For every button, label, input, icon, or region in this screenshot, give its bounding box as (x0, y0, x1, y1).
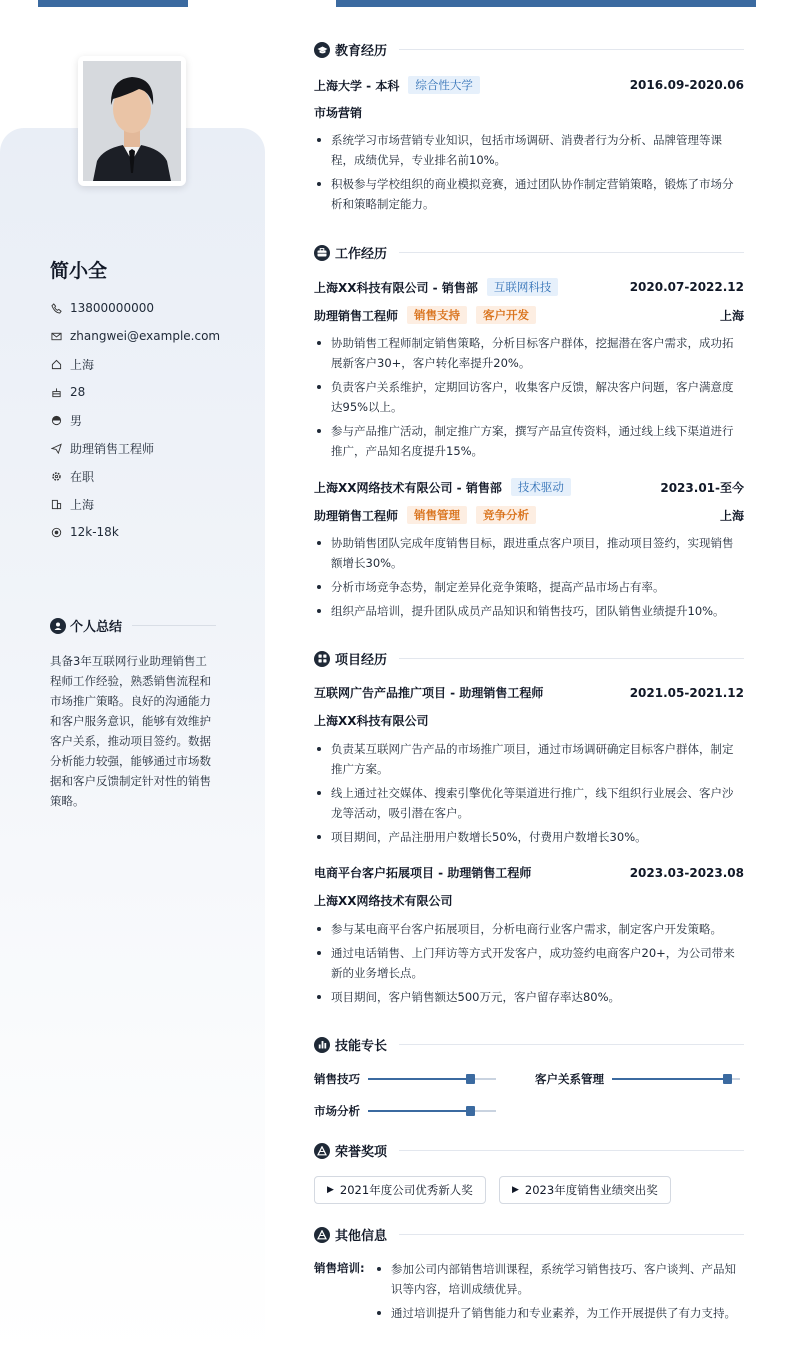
job-1-dates: 2020.07-2022.12 (629, 280, 744, 294)
list-item: 通过电话销售、上门拜访等方式开发客户，成功签约电商客户20+，为公司带来新的业务增长点。 (314, 943, 744, 983)
avatar (78, 56, 186, 186)
skills-divider (399, 1044, 744, 1045)
job-1-city: 上海 (719, 308, 744, 323)
list-item: 负责客户关系维护，定期回访客户，收集客户反馈，解决客户问题，客户满意度达95%以上。 (314, 377, 744, 417)
job-2-industry-tag: 技术驱动 (511, 478, 571, 496)
job-2-bullets (314, 533, 744, 625)
job-1-role-row (314, 306, 744, 324)
job-title-text: 助理销售工程师 (70, 441, 155, 456)
summary-divider (132, 625, 216, 626)
education-major-row (314, 104, 744, 121)
list-item: 参加公司内部销售培训课程，系统学习销售技巧、客户谈判、产品知识等内容，培训成绩优异。 (374, 1259, 744, 1299)
list-item: 负责某互联网广告产品的市场推广项目，通过市场调研确定目标客户群体，制定推广方案。 (314, 739, 744, 779)
list-item: 协助销售团队完成年度销售目标，跟进重点客户项目，推动项目签约，实现销售额增长30%。 (314, 533, 744, 573)
project-2-company-row (314, 892, 744, 909)
list-item: 参与某电商平台客户拓展项目，分析电商行业客户需求，制定客户开发策略。 (314, 919, 744, 939)
send-icon (50, 442, 62, 454)
profile-photo (83, 61, 181, 181)
skill-name: 客户关系管理 (535, 1072, 604, 1086)
cake-icon (50, 386, 62, 398)
job-1-header-row (314, 278, 744, 296)
summary-heading (50, 616, 216, 635)
skill-name: 销售技巧 (314, 1072, 360, 1086)
info-age (50, 378, 220, 406)
education-major: 市场营销 (314, 106, 363, 120)
education-title: 教育经历 (335, 44, 388, 59)
education-tag: 综合性大学 (408, 76, 480, 94)
home-icon (50, 358, 62, 370)
projects-divider (399, 658, 744, 659)
list-item: 协助销售工程师制定销售策略，分析目标客户群体，挖掘潜在客户需求，成功拓展新客户30+，客户转化率提升20%。 (314, 333, 744, 373)
phone-icon (50, 302, 62, 314)
skill-level-fill (368, 1078, 470, 1080)
status-text: 在职 (70, 469, 95, 484)
skill-item (535, 1071, 740, 1087)
list-item: 参与产品推广活动，制定推广方案，撰写产品宣传资料，通过线上线下渠道进行推广，产品知名度提升15%。 (314, 421, 744, 461)
list-item: 项目期间，产品注册用户数增长50%，付费用户数增长30%。 (314, 827, 744, 847)
other-divider (399, 1234, 744, 1235)
user-icon (50, 618, 66, 634)
project-2-header-row (314, 864, 744, 881)
job-2-header-row (314, 478, 744, 496)
graduation-cap-icon (314, 42, 330, 58)
job-1-industry-tag: 互联网科技 (487, 278, 559, 296)
skill-item (314, 1071, 496, 1087)
projects-title: 项目经历 (335, 653, 388, 668)
job-2-role-row (314, 506, 744, 524)
info-job-title (50, 434, 220, 462)
job-1-bullets (314, 333, 744, 465)
phone-text: 13800000000 (70, 301, 154, 315)
project-2-name: 电商平台客户拓展项目 - 助理销售工程师 (314, 866, 532, 880)
other-heading (314, 1225, 744, 1244)
play-icon: ▶ (327, 1185, 334, 1195)
skill-level-bar (368, 1110, 496, 1112)
candidate-name: 简小全 (50, 260, 108, 282)
list-item: 项目期间，客户销售额达500万元，客户留存率达80%。 (314, 987, 744, 1007)
list-item: 组织产品培训，提升团队成员产品知识和销售技巧，团队销售业绩提升10%。 (314, 601, 744, 621)
skill-level-bar (368, 1078, 496, 1080)
play-icon: ▶ (512, 1185, 519, 1195)
mail-icon (50, 330, 62, 342)
awards-heading (314, 1141, 744, 1160)
work-heading (314, 243, 744, 262)
work-title: 工作经历 (335, 247, 388, 262)
project-1-bullets (314, 739, 744, 851)
gender-text: 男 (70, 413, 83, 428)
job-2-company: 上海XX网络技术有限公司 - 销售部 (314, 480, 502, 495)
education-divider (399, 49, 744, 50)
other-bullets (374, 1259, 744, 1327)
award-name: 2021年度公司优秀新人奖 (339, 1183, 473, 1197)
skill-name: 市场分析 (314, 1104, 360, 1118)
projects-heading (314, 649, 744, 668)
awards-divider (399, 1150, 744, 1151)
info-status (50, 462, 220, 490)
project-2-company: 上海XX网络技术有限公司 (314, 894, 453, 908)
contact-info (50, 294, 220, 546)
job-1-role: 助理销售工程师 (314, 308, 399, 323)
grid-icon (314, 651, 330, 667)
award-icon (314, 1143, 330, 1159)
gender-icon (50, 414, 62, 426)
skill-item (314, 1103, 496, 1119)
project-1-company: 上海XX科技有限公司 (314, 714, 429, 728)
list-item: 通过培训提升了销售能力和专业素养，为工作开展提供了有力支持。 (374, 1303, 744, 1323)
briefcase-icon (314, 245, 330, 261)
award-badge (499, 1176, 671, 1204)
skill-level-bar (612, 1078, 740, 1080)
education-school: 上海大学 - 本科 (314, 78, 400, 93)
info-icon (314, 1227, 330, 1243)
info-location (50, 350, 220, 378)
info-salary (50, 518, 220, 546)
award-name: 2023年度销售业绩突出奖 (524, 1183, 658, 1197)
top-accent-bar-right (336, 0, 756, 7)
project-2-dates: 2023.03-2023.08 (629, 865, 744, 880)
education-heading (314, 40, 744, 59)
job-1-skill-tag: 客户开发 (476, 306, 536, 324)
info-phone (50, 294, 220, 322)
list-item: 线上通过社交媒体、搜索引擎优化等渠道进行推广，线下组织行业展会、客户沙龙等活动，吸引潜在客户。 (314, 783, 744, 823)
salary-text: 12k-18k (70, 525, 119, 539)
job-2-skill-tag: 销售管理 (407, 506, 467, 524)
education-bullets (314, 130, 744, 218)
summary-title: 个人总结 (70, 620, 123, 635)
job-1-skill-tag: 销售支持 (407, 306, 467, 324)
project-1-dates: 2021.05-2021.12 (629, 685, 744, 700)
skills-title: 技能专长 (335, 1039, 388, 1054)
project-1-name: 互联网广告产品推广项目 - 助理销售工程师 (314, 686, 544, 700)
other-label: 销售培训: (314, 1261, 365, 1275)
bar-chart-icon (314, 1037, 330, 1053)
education-dates: 2016.09-2020.06 (629, 78, 744, 92)
skill-level-knob (466, 1074, 475, 1084)
awards-title: 荣誉奖项 (335, 1145, 388, 1160)
target-city-text: 上海 (70, 497, 95, 512)
location-text: 上海 (70, 357, 95, 372)
job-2-city: 上海 (719, 508, 744, 523)
age-text: 28 (70, 385, 86, 399)
project-2-bullets (314, 919, 744, 1011)
other-title: 其他信息 (335, 1229, 388, 1244)
skill-level-knob (723, 1074, 732, 1084)
job-1-company: 上海XX科技有限公司 - 销售部 (314, 280, 478, 295)
email-text: zhangwei@example.com (70, 329, 221, 343)
salary-icon (50, 526, 62, 538)
list-item: 积极参与学校组织的商业模拟竞赛，通过团队协作制定营销策略，锻炼了市场分析和策略制定能力。 (314, 174, 744, 214)
project-1-company-row (314, 712, 744, 729)
award-badge (314, 1176, 486, 1204)
skill-level-fill (368, 1110, 470, 1112)
settings-icon (50, 470, 62, 482)
info-email (50, 322, 220, 350)
skill-level-knob (466, 1106, 475, 1116)
skills-heading (314, 1035, 744, 1054)
project-1-header-row (314, 684, 744, 701)
summary-text: 具备3年互联网行业助理销售工程师工作经验，熟悉销售流程和市场推广策略。良好的沟通能力和客户服务意识，能够有效维护客户关系，推动项目签约。数据分析能力较强，能够通过市场数据和客户反馈制定针对性的销售策略。 (50, 654, 211, 808)
list-item: 系统学习市场营销专业知识，包括市场调研、消费者行为分析、品牌管理等课程，成绩优异，专业排名前10%。 (314, 130, 744, 170)
info-gender (50, 406, 220, 434)
top-accent-bar-left (38, 0, 188, 7)
work-divider (399, 252, 744, 253)
building-icon (50, 498, 62, 510)
list-item: 分析市场竞争态势，制定差异化竞争策略，提高产品市场占有率。 (314, 577, 744, 597)
info-target-city (50, 490, 220, 518)
job-2-role: 助理销售工程师 (314, 508, 399, 523)
job-2-skill-tag: 竞争分析 (476, 506, 536, 524)
skill-level-fill (612, 1078, 727, 1080)
education-header-row (314, 76, 744, 94)
job-2-dates: 2023.01-至今 (660, 480, 744, 495)
